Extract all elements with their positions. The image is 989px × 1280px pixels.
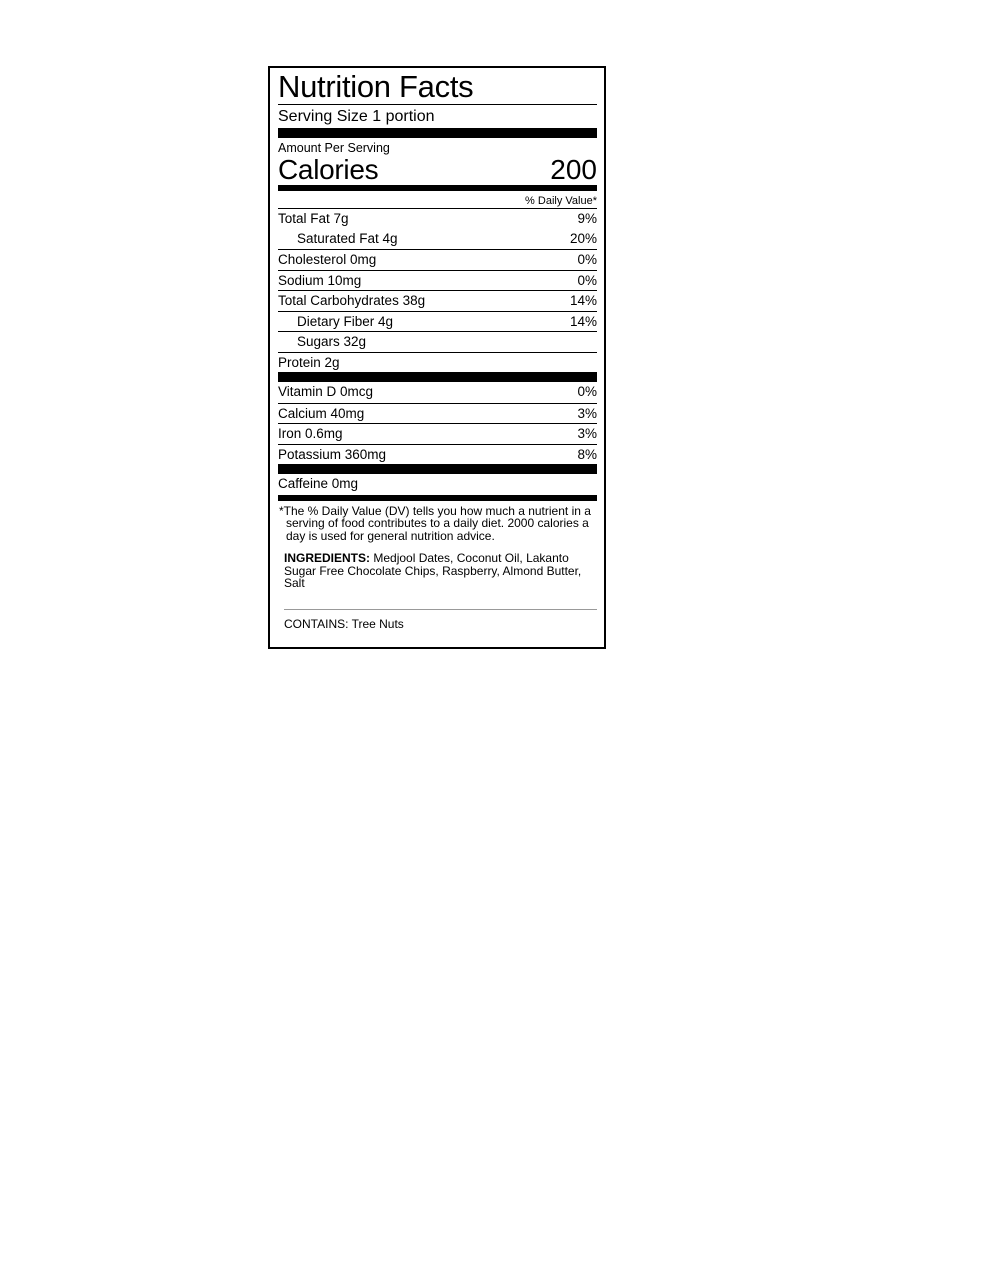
nutrition-facts-label <box>268 66 606 649</box>
nutrient-row <box>278 229 597 250</box>
vitamin-dv: 3% <box>577 405 597 421</box>
allergen-contains: CONTAINS: Tree Nuts <box>284 616 404 631</box>
nutrient-row <box>278 352 597 373</box>
nutrient-row <box>278 331 597 352</box>
thick-divider <box>278 128 597 138</box>
calories-label: Calories <box>278 154 379 185</box>
nutrient-name: Saturated Fat 4g <box>297 230 398 246</box>
thick-divider <box>278 464 597 474</box>
label-title: Nutrition Facts <box>278 69 474 104</box>
vitamin-dv: 0% <box>577 384 597 399</box>
vitamin-row <box>278 403 597 424</box>
nutrient-row <box>278 311 597 332</box>
vitamin-dv: 8% <box>577 446 597 462</box>
serving-size: Serving Size 1 portion <box>278 108 435 125</box>
daily-value-header: % Daily Value* <box>525 195 597 207</box>
nutrient-name: Total Fat 7g <box>278 211 349 226</box>
ingredients-heading: INGREDIENTS: <box>284 551 371 565</box>
ingredients <box>278 552 597 590</box>
thick-divider <box>278 372 597 382</box>
vitamin-name: Vitamin D 0mcg <box>278 384 374 399</box>
calories-row <box>278 155 597 185</box>
nutrient-name: Protein 2g <box>278 354 340 370</box>
nutrient-dv: 14% <box>569 313 597 329</box>
daily-value-footnote: *The % Daily Value (DV) tells you how much a nutrient in a serving of food contributes to a daily diet. 2000 calories a day is used for general nutrition advice. <box>279 503 591 543</box>
nutrient-dv: 0% <box>577 252 597 267</box>
vitamin-name: Potassium 360mg <box>278 446 387 462</box>
nutrient-dv: 20% <box>569 230 597 246</box>
nutrient-row <box>278 249 597 270</box>
nutrient-name: Sodium 10mg <box>278 272 362 288</box>
vitamin-row <box>278 423 597 444</box>
vitamin-row <box>278 444 597 465</box>
vitamin-name: Iron 0.6mg <box>278 426 343 441</box>
calories-value: 200 <box>550 154 597 185</box>
vitamin-name: Calcium 40mg <box>278 405 365 421</box>
ingredients-text: Medjool Dates, Coconut Oil, Lakanto Sugar Free Chocolate Chips, Raspberry, Almond Butter, Salt <box>284 551 582 590</box>
vitamin-dv: 3% <box>577 426 597 441</box>
nutrient-row <box>278 290 597 311</box>
nutrient-name: Total Carbohydrates 38g <box>278 293 426 308</box>
nutrient-name: Dietary Fiber 4g <box>297 313 394 329</box>
nutrient-row <box>278 270 597 291</box>
caffeine-row <box>278 474 597 495</box>
nutrient-dv: 14% <box>569 293 597 308</box>
nutrient-name: Sugars 32g <box>297 334 367 349</box>
nutrient-dv: 0% <box>577 272 597 288</box>
caffeine-text: Caffeine 0mg <box>278 476 359 491</box>
divider <box>278 104 597 105</box>
nutrient-row <box>278 208 597 229</box>
divider <box>284 609 597 610</box>
nutrient-name: Cholesterol 0mg <box>278 252 377 267</box>
nutrient-dv: 9% <box>577 211 597 226</box>
medium-divider <box>278 495 597 501</box>
vitamin-row <box>278 382 597 403</box>
amount-per-serving: Amount Per Serving <box>278 141 390 155</box>
